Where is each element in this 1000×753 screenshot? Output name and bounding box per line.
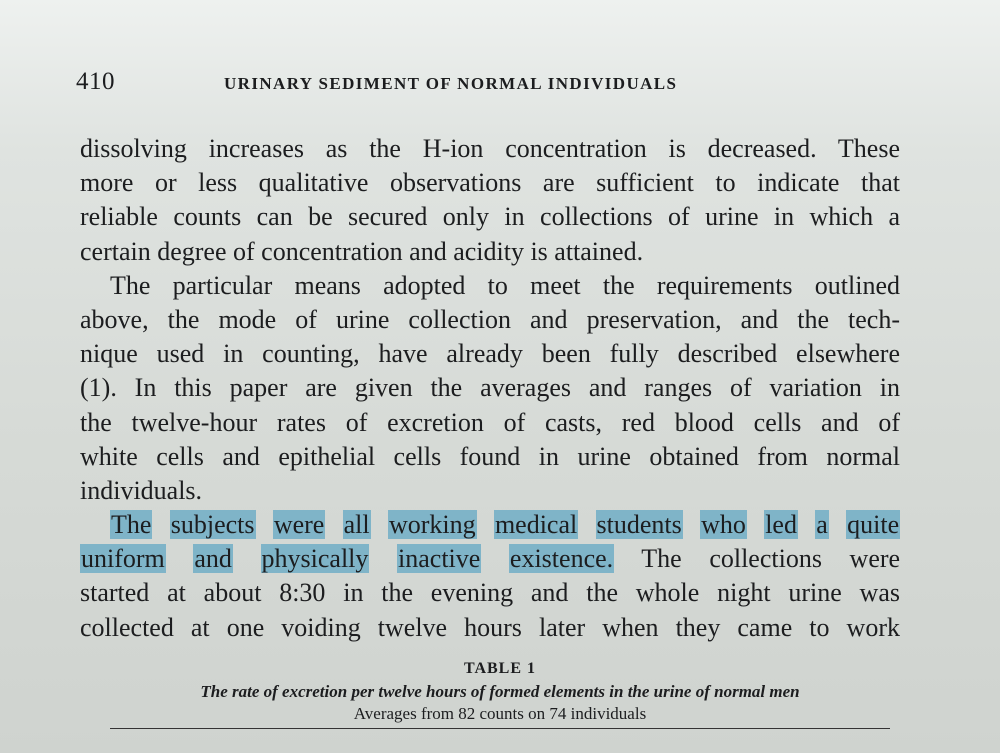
text-line: collected at one voiding twelve hours later when they came to work xyxy=(80,612,900,642)
highlighted-word: inactive xyxy=(398,544,481,574)
text-line: individuals. xyxy=(80,475,203,505)
highlighted-word: subjects xyxy=(170,510,255,540)
text-line: nique used in counting, have already been fully described elsewhere xyxy=(80,339,900,369)
highlighted-word: physically xyxy=(261,544,369,574)
highlighted-line xyxy=(80,508,900,542)
highlighted-word: who xyxy=(701,510,746,540)
text-line: reliable counts can be secured only in collections of urine in which a xyxy=(80,202,900,232)
highlighted-word: uniform xyxy=(81,544,165,574)
highlighted-word: working xyxy=(388,510,476,540)
highlighted-word: students xyxy=(596,510,682,540)
table-title: TABLE 1 xyxy=(463,660,537,677)
highlighted-word: quite xyxy=(847,510,900,540)
page-header xyxy=(70,66,790,98)
highlighted-line xyxy=(80,542,900,576)
text-line: certain degree of concentration and acidity is attained. xyxy=(80,236,644,266)
text-line: the twelve-hour rates of excretion of casts, red blood cells and of xyxy=(80,407,900,437)
text-line: white cells and epithelial cells found in urine obtained from normal xyxy=(80,441,900,471)
highlighted-word: a xyxy=(816,510,828,540)
text-line: above, the mode of urine collection and preservation, and the tech- xyxy=(80,304,900,334)
highlighted-word: The xyxy=(111,510,152,540)
highlighted-word: and xyxy=(194,544,232,574)
highlighted-word: medical xyxy=(494,510,578,540)
table-caption: The rate of excretion per twelve hours of formed elements in the urine of normal men xyxy=(200,682,800,701)
text-line: The particular means adopted to meet the requirements outlined xyxy=(110,270,900,300)
text-line: more or less qualitative observations are sufficient to indicate that xyxy=(80,168,900,198)
text-line: (1). In this paper are given the averages and ranges of variation in xyxy=(80,373,900,403)
highlighted-word: existence. xyxy=(509,544,614,574)
table-heading xyxy=(100,660,900,729)
text-fragment: The collections were xyxy=(641,544,901,574)
body-text xyxy=(80,132,900,645)
table-rule xyxy=(110,728,890,729)
running-title: URINARY SEDIMENT OF NORMAL INDIVIDUALS xyxy=(224,74,678,93)
text-line: started at about 8:30 in the evening and the whole night urine was xyxy=(80,578,900,608)
table-subcaption: Averages from 82 counts on 74 individuals xyxy=(353,704,647,723)
highlighted-word: were xyxy=(273,510,325,540)
text-line: dissolving increases as the H-ion concentration is decreased. These xyxy=(80,134,900,163)
highlighted-word: led xyxy=(765,510,797,540)
highlighted-word: all xyxy=(343,510,370,540)
page-number: 410 xyxy=(76,68,115,95)
